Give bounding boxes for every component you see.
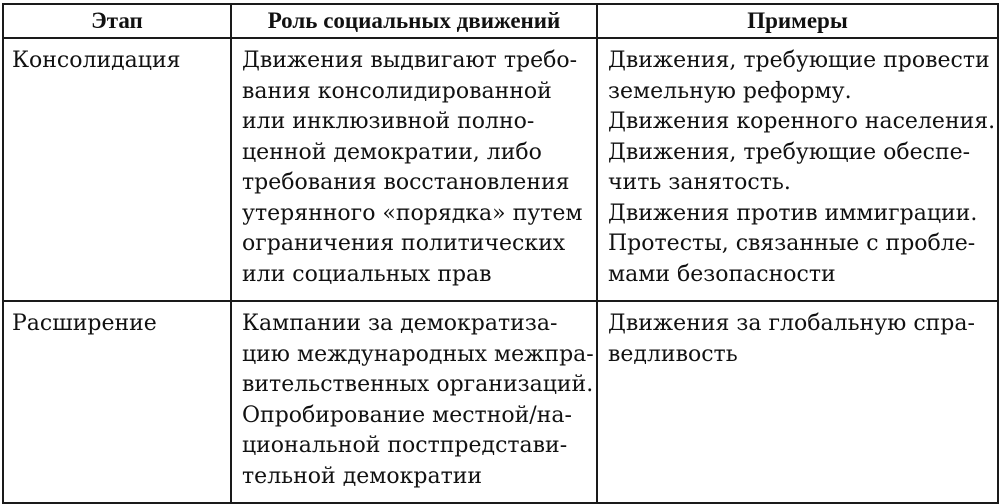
- role-line: Кампании за демократиза-: [242, 311, 558, 336]
- social-movements-table: [2, 3, 999, 504]
- header-stage: Этап: [3, 4, 231, 38]
- example-line: чить занятость.: [608, 170, 791, 195]
- role-line: Опробирование местной/на-: [242, 402, 572, 428]
- header-role: Роль социальных движений: [231, 4, 597, 38]
- example-line: Движения коренного населения.: [608, 109, 996, 134]
- role-line: тельной демократии: [242, 463, 483, 489]
- header-row: [3, 4, 998, 38]
- example-line: ведливость: [608, 341, 738, 367]
- role-line: или инклюзивной полно-: [242, 109, 535, 134]
- examples-cell: [597, 301, 998, 503]
- role-line: циональной постпредстави-: [242, 433, 568, 458]
- role-line: ценной демократии, либо: [242, 139, 542, 165]
- role-cell: [231, 38, 597, 301]
- example-line: Движения за глобальную спра-: [608, 311, 975, 336]
- role-line: Движения выдвигают требо-: [242, 48, 578, 73]
- role-line: цию международных межпра-: [242, 341, 594, 367]
- example-line: Движения, требующие провести: [608, 48, 990, 73]
- table-row: [3, 38, 998, 301]
- role-line: или социальных прав: [242, 261, 492, 287]
- table-row: [3, 301, 998, 503]
- stage-cell: Расширение: [3, 301, 231, 503]
- role-line: вительственных организаций.: [242, 372, 594, 397]
- role-line: требования восстановления: [242, 170, 570, 195]
- header-examples: Примеры: [597, 4, 998, 38]
- role-line: вания консолидированной: [242, 78, 552, 104]
- role-cell: [231, 301, 597, 503]
- stage-cell: Консолидация: [3, 38, 231, 301]
- example-line: Протесты, связанные с пробле-: [608, 231, 976, 256]
- examples-cell: [597, 38, 998, 301]
- example-line: Движения, требующие обеспе-: [608, 139, 971, 165]
- role-line: утерянного «порядка» путем: [242, 200, 583, 226]
- role-line: ограничения политических: [242, 231, 566, 256]
- example-line: мами безопасности: [608, 261, 836, 287]
- example-line: Движения против иммиграции.: [608, 200, 978, 226]
- example-line: земельную реформу.: [608, 78, 852, 104]
